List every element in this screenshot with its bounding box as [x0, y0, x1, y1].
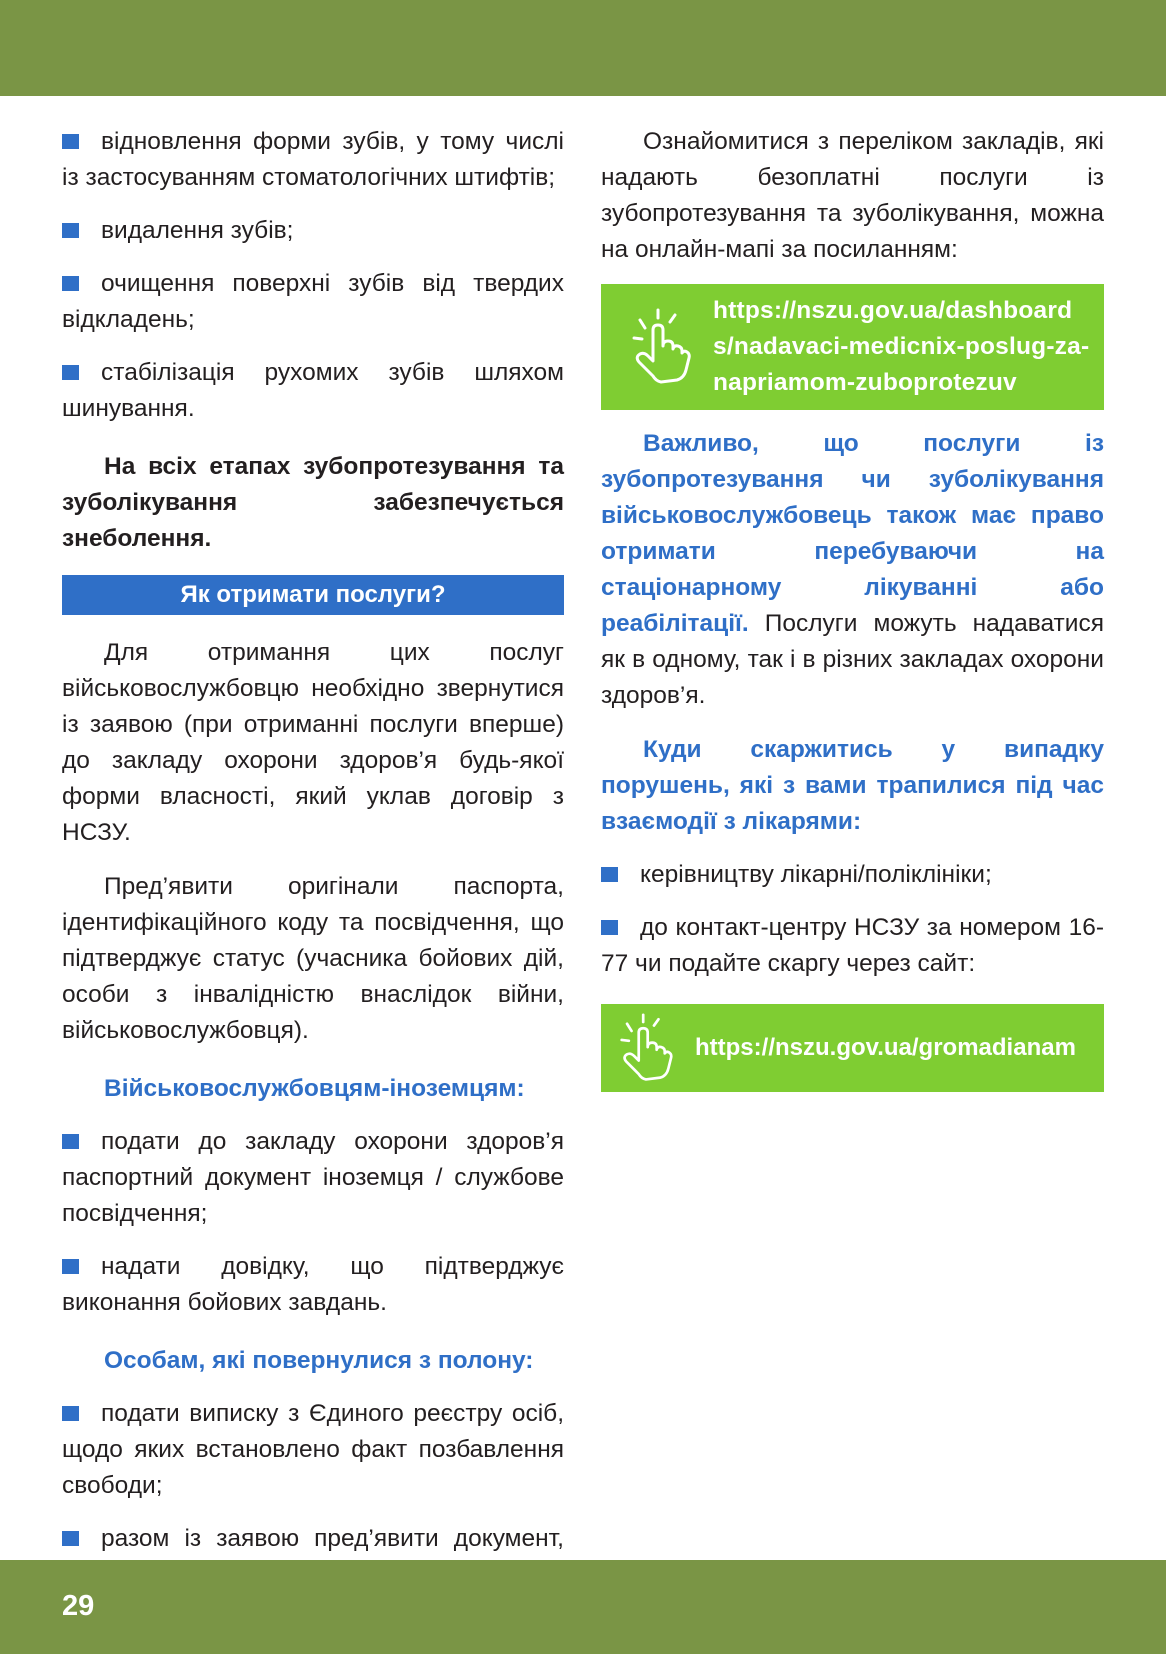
captivity-heading: Особам, які повернулися з полону:: [104, 1347, 534, 1374]
list-item: подати виписку з Єдиного реєстру осіб, щодо яких встановлено факт позбавлення свободи;: [62, 1400, 564, 1499]
paragraph-apply: Для отримання цих послуг військовослужбовцю необхідно звернутися із заявою (при отриманні послуги вперше) до закладу охорони здоров’я будь-якої форми власності, який уклав договір з НСЗУ.: [62, 639, 564, 846]
pointing-hand-icon: [617, 1013, 673, 1083]
bullet-square-icon: [62, 134, 79, 149]
bullet-square-icon: [62, 1134, 79, 1149]
list-item: відновлення форми зубів, у тому числі із застосуванням стоматологічних штифтів;: [62, 128, 564, 191]
list-item: разом із заявою пред’явити документ,: [62, 1521, 564, 1593]
page-number: 29: [62, 1590, 95, 1622]
list-item: надати довідку, що підтверджує виконання бойових завдань.: [62, 1253, 564, 1316]
section-header-how-to: Як отримати послуги?: [62, 575, 564, 615]
left-column: [62, 124, 564, 1610]
list-item: керівництву лікарні/поліклініки;: [601, 857, 1104, 893]
list-item: подати до закладу охорони здоров’я паспортний документ іноземця / службове посвідчення;: [62, 1128, 564, 1227]
intro-paragraph: Ознайомитися з переліком закладів, які надають безоплатні послуги із зубопротезування та зуболікування, можна на онлайн-мапі за посиланням:: [601, 128, 1104, 263]
link-box-citizens[interactable]: [601, 1004, 1104, 1092]
bullet-square-icon: [601, 920, 618, 935]
bullet-square-icon: [62, 223, 79, 238]
list-item: видалення зубів;: [62, 213, 564, 249]
bullet-square-icon: [62, 365, 79, 380]
paragraph-documents: Пред’явити оригінали паспорта, ідентифікаційного коду та посвідчення, що підтверджує статус (учасника бойових дій, особи з інвалідністю внаслідок війни, військовослужбовця).: [62, 873, 564, 1044]
list-item: до контакт-центру НСЗУ за номером 16-77 чи подайте скаргу через сайт:: [601, 914, 1104, 977]
citizens-link[interactable]: https://nszu.gov.ua/gromadianam: [695, 1034, 1076, 1061]
bullet-square-icon: [601, 867, 618, 882]
bullet-square-icon: [62, 276, 79, 291]
important-paragraph: Важливо, що послуги із зубопротезування чи зуболікування військовослужбовець також має право отримати перебуваючи на стаціонарному лікуванні або реабілітації. Послуги можуть надаватися як в одному, так і в різних закладах охорони здоров’я.: [601, 430, 1104, 709]
complaints-heading: Куди скаржитись у випадку порушень, які з вами трапилися під час взаємодії з лікарями:: [601, 736, 1104, 835]
bullet-square-icon: [62, 1406, 79, 1421]
link-box-dashboard[interactable]: [601, 284, 1104, 410]
bullet-square-icon: [62, 1531, 79, 1546]
bullet-square-icon: [62, 1259, 79, 1274]
header-band: [0, 0, 1166, 96]
list-item: очищення поверхні зубів від твердих відкладень;: [62, 270, 564, 333]
foreigners-heading: Військовослужбовцям-іноземцям:: [104, 1075, 525, 1102]
pointing-hand-icon: [629, 308, 691, 386]
anesthesia-note: На всіх етапах зубопротезування та зуболікування забезпечується знеболення.: [62, 453, 564, 552]
list-item: стабілізація рухомих зубів шляхом шинування.: [62, 359, 564, 422]
right-column: [601, 124, 1104, 1092]
dashboard-link[interactable]: https://nszu.gov.ua/dashboards/nadavaci-medicnix-poslug-za-napriamom-zuboprotezuv: [713, 297, 1090, 396]
footer-band: [0, 1560, 1166, 1654]
